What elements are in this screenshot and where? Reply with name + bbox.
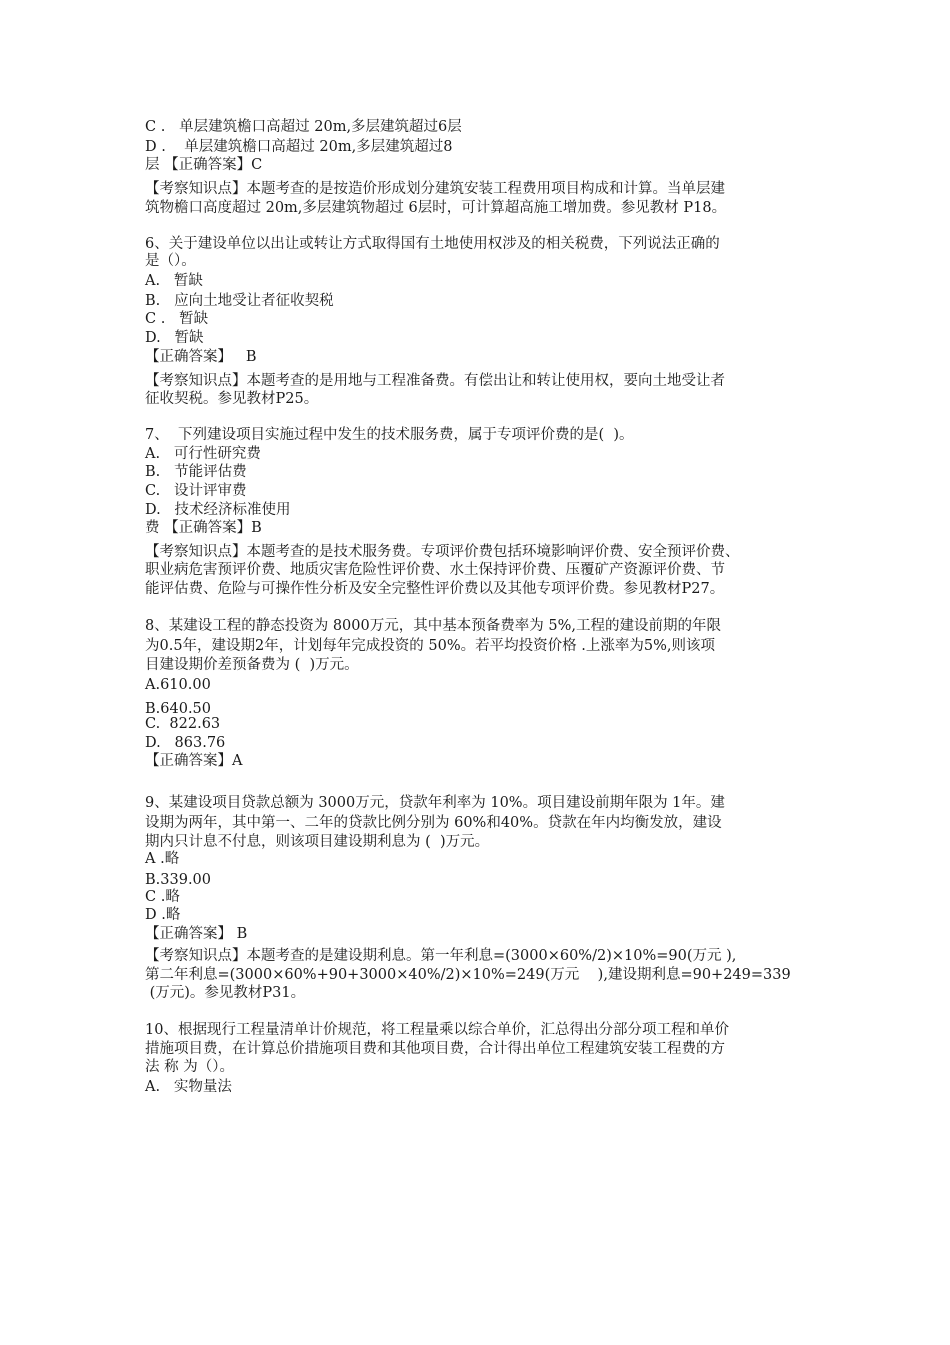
text-line: 职业病危害预评价费、地质灾害危险性评价费、水土保持评价费、压覆矿产资源评价费、节 <box>145 562 725 578</box>
text-line: C. 设计评审费 <box>145 483 247 499</box>
text-line: 【考察知识点】本题考查的是用地与工程准备费。有偿出让和转让使用权，要向土地受让者 <box>145 373 725 389</box>
text-line: 目建设期价差预备费为 ( )万元。 <box>145 657 359 673</box>
text-line: 征收契税。参见教材P25。 <box>145 391 319 407</box>
text-line: B.339.00 <box>145 872 212 888</box>
text-line: A. 可行性研究费 <box>145 446 261 462</box>
text-line: A. 实物量法 <box>145 1079 232 1095</box>
text-line: 费 【正确答案】B <box>145 520 262 536</box>
text-line: C . 单层建筑檐口高超过 20m,多层建筑超过6层 <box>145 119 462 135</box>
text-line: 能评估费、危险与可操作性分析及安全完整性评价费以及其他专项评价费。参见教材P27。 <box>145 581 725 597</box>
text-line: A .略 <box>145 851 180 867</box>
text-line: 【考察知识点】本题考查的是按造价形成划分建筑安装工程费用项目构成和计算。当单层建 <box>145 181 725 197</box>
text-line: 第二年利息=(3000×60%+90+3000×40%/2)×10%=249(万元 ),建设期利息=90+249=339 <box>145 967 791 983</box>
text-line: A. 暂缺 <box>145 273 203 289</box>
text-line: B. 应向土地受让者征收契税 <box>145 293 334 309</box>
text-line: 为0.5年，建设期2年，计划每年完成投资的 50%。若平均投资价格 .上涨率为5%,则该项 <box>145 638 715 654</box>
text-line: A.610.00 <box>145 677 211 693</box>
text-line: 是（）。 <box>145 253 196 269</box>
text-line: 法 称 为（）。 <box>145 1059 234 1075</box>
text-line: 【正确答案】 B <box>145 349 257 365</box>
text-line: C .略 <box>145 889 180 905</box>
text-line: 8、某建设工程的静态投资为 8000万元，其中基本预备费率为 5%,工程的建设前期的年限 <box>145 618 721 634</box>
text-line: C. 822.63 <box>145 716 221 732</box>
text-line: 10、根据现行工程量清单计价规范，将工程量乘以综合单价，汇总得出分部分项工程和单价 <box>145 1022 729 1038</box>
text-line: 9、某建设项目贷款总额为 3000万元，贷款年利率为 10%。项目建设前期年限为 1年。建 <box>145 795 725 811</box>
text-line: D. 863.76 <box>145 735 226 751</box>
text-line: 【正确答案】A <box>145 753 243 769</box>
text-line: 【考察知识点】本题考查的是技术服务费。专项评价费包括环境影响评价费、安全预评价费、 <box>145 544 740 560</box>
text-line: 【正确答案】 B <box>145 926 248 942</box>
text-line: B. 节能评估费 <box>145 464 247 480</box>
text-line: D. 暂缺 <box>145 330 204 346</box>
text-line: 筑物檐口高度超过 20m,多层建筑物超过 6层时，可计算超高施工增加费。参见教材 P18。 <box>145 200 727 216</box>
text-line: (万元)。参见教材P31。 <box>145 985 306 1001</box>
text-line: 层 【正确答案】C <box>145 157 263 173</box>
text-line: 6、关于建设单位以出让或转让方式取得国有土地使用权涉及的相关税费，下列说法正确的 <box>145 236 720 252</box>
text-line: 7、 下列建设项目实施过程中发生的技术服务费，属于专项评价费的是( )。 <box>145 427 634 443</box>
text-line: C . 暂缺 <box>145 311 209 327</box>
text-line: D . 单层建筑檐口高超过 20m,多层建筑超过8 <box>145 139 453 155</box>
text-line: D .略 <box>145 907 181 923</box>
text-line: 设期为两年，其中第一、二年的贷款比例分别为 60%和40%。贷款在年内均衡发放，建设 <box>145 815 722 831</box>
text-line: 【考察知识点】本题考查的是建设期利息。第一年利息=(3000×60%/2)×10%=90(万元 ), <box>145 948 737 964</box>
text-line: 期内只计息不付息，则该项目建设期利息为 ( )万元。 <box>145 834 490 850</box>
text-line: 措施项目费，在计算总价措施项目费和其他项目费，合计得出单位工程建筑安装工程费的方 <box>145 1041 725 1057</box>
text-line: D. 技术经济标准使用 <box>145 502 291 518</box>
text-line: B.640.50 <box>145 701 212 717</box>
